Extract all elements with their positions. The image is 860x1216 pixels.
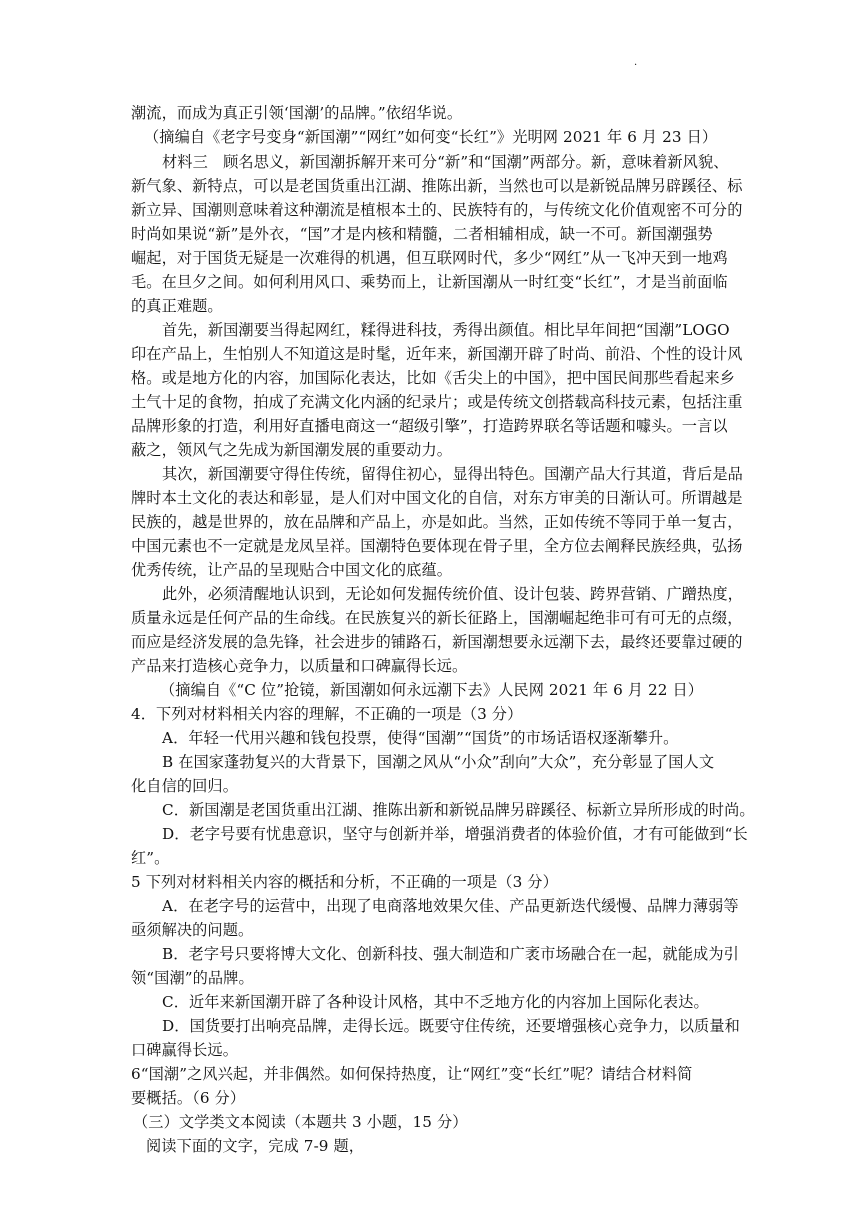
text-line: 牌时本土文化的表达和彰显，是人们对中国文化的自信，对东方审美的日渐认可。所谓越是 (131, 489, 743, 507)
question-5-option-c: C．近年来新国潮开辟了各种设计风格，其中不乏地方化的内容加上国际化表达。 (162, 993, 709, 1011)
text-line: 中国元素也不一定就是龙凤呈祥。国潮特色要体现在骨子里，全方位去阐释民族经典，弘扬 (131, 537, 743, 555)
text-line: 崛起，对于国货无疑是一次难得的机遇，但互联网时代，多少“网红”从一飞冲天到一地鸡 (131, 249, 728, 267)
question-5-option-a: A．在老字号的运营中，出现了电商落地效果欠佳、产品更新迭代缓慢、品牌力薄弱等 (162, 897, 739, 915)
question-6-stem-cont: 要概括。（6 分） (131, 1089, 246, 1107)
text-line: 材料三 顾名思义，新国潮拆解开来可分“新”和“国潮”两部分。新，意味着新风貌、 (162, 153, 729, 171)
text-line: 首先，新国潮要当得起网红，糅得进科技，秀得出颜值。相比早年间把“国潮”LOGO (162, 321, 730, 339)
text-line: 品牌形象的打造，利用好直播电商这一“超级引擎”，打造跨界联名等话题和噱头。一言以 (131, 417, 728, 435)
citation-line: （摘编自《“C 位”抢镜，新国潮如何永远潮下去》人民网 2021 年 6 月 22 日） (160, 681, 704, 699)
text-line: 土气十足的食物，拍成了充满文化内涵的纪录片；或是传统文创搭载高科技元素，包括注重 (131, 393, 743, 411)
section-heading: （三）文学类文本阅读（本题共 3 小题，15 分） (133, 1113, 468, 1131)
citation-line: （摘编自《老字号变身“新国潮”“网红”如何变“长红”》光明网 2021 年 6 月 23 日） (144, 128, 718, 146)
text-line: 产品来打造核心竞争力，以质量和口碑赢得长远。 (131, 657, 468, 675)
question-5-option-d-cont: 口碑赢得长远。 (131, 1041, 239, 1059)
question-5-option-d: D．国货要打出响亮品牌，走得长远。既要守住传统，还要增强核心竞争力，以质量和 (162, 1017, 740, 1035)
text-line: 此外，必须清醒地认识到，无论如何发掘传统价值、设计包装、跨界营销、广蹭热度， (162, 585, 743, 603)
question-6-stem: 6“国潮”之风兴起，并非偶然。如何保持热度，让“网红”变“长红”呢？请结合材料简 (131, 1065, 693, 1083)
question-4-stem: 4．下列对材料相关内容的理解，不正确的一项是（3 分） (131, 705, 523, 723)
question-5-option-b: B．老字号只要将博大文化、创新科技、强大制造和广袤市场融合在一起，就能成为引 (162, 945, 739, 963)
question-4-option-b: B 在国家蓬勃复兴的大背景下，国潮之风从“小众”刮向”大众”，充分彰显了国人文 (162, 753, 715, 771)
question-4-option-d: D．老字号要有忧患意识，坚守与创新并举，增强消费者的体验价值，才有可能做到“长 (162, 825, 748, 843)
question-4-option-a: A．年轻一代用兴趣和钱包投票，使得“国潮”“国货”的市场话语权逐渐攀升。 (162, 729, 679, 747)
question-4-option-c: C．新国潮是老国货重出江湖、推陈出新和新锐品牌另辟蹊径、标新立异所形成的时尚。 (162, 801, 755, 819)
question-4-option-d-cont: 红”。 (131, 849, 170, 867)
text-line: 民族的，越是世界的，放在品牌和产品上，亦是如此。当然，正如传统不等同于单一复古， (131, 513, 743, 531)
text-line: 潮流，而成为真正引领‘国潮’的品牌。”依绍华说。 (131, 104, 463, 122)
text-line: 毛。在旦夕之间。如何利用风口、乘势而上，让新国潮从一时红变“长红”，才是当前面临 (131, 273, 728, 291)
text-line: 新立异、国潮则意味着这种潮流是植根本土的、民族特有的，与传统文化价值观密不可分的 (131, 201, 743, 219)
reading-instruction: 阅读下面的文字，完成 7-9 题， (146, 1137, 365, 1155)
text-line: 蔽之，领风气之先成为新国潮发展的重要动力。 (131, 441, 453, 459)
text-line: 印在产品上，生怕别人不知道这是时髦，近年来，新国潮开辟了时尚、前沿、个性的设计风 (131, 345, 743, 363)
text-line: 质量永远是任何产品的生命线。在民族复兴的新长征路上，国潮崛起绝非可有可无的点缀， (131, 609, 743, 627)
question-5-option-b-cont: 领“国潮”的品牌。 (131, 969, 254, 987)
question-4-option-b-cont: 化自信的回归。 (131, 777, 239, 795)
question-5-option-a-cont: 亟须解决的问题。 (131, 921, 254, 939)
page-marker-dot: . (634, 57, 638, 68)
text-line: 格。或是地方化的内容，加国际化表达，比如《舌尖上的中国》，把中国民间那些看起来乡 (131, 369, 735, 387)
text-line: 优秀传统，让产品的呈现贴合中国文化的底蕴。 (131, 561, 453, 579)
question-5-stem: 5 下列对材料相关内容的概括和分析，不正确的一项是（3 分） (131, 873, 558, 891)
text-line: 新气象、新特点，可以是老国货重出江湖、推陈出新，当然也可以是新锐品牌另辟蹊径、标 (131, 177, 743, 195)
text-line: 的真正难题。 (131, 297, 223, 315)
text-line: 其次，新国潮要守得住传统，留得住初心，显得出特色。国潮产品大行其道，背后是品 (162, 465, 743, 483)
text-line: 而应是经济发展的急先锋，社会进步的铺路石，新国潮想要永远潮下去，最终还要靠过硬的 (131, 633, 743, 651)
text-line: 时尚如果说“新”是外衣，“国”才是内核和精髓，二者相辅相成，缺一不可。新国潮强势 (131, 225, 713, 243)
